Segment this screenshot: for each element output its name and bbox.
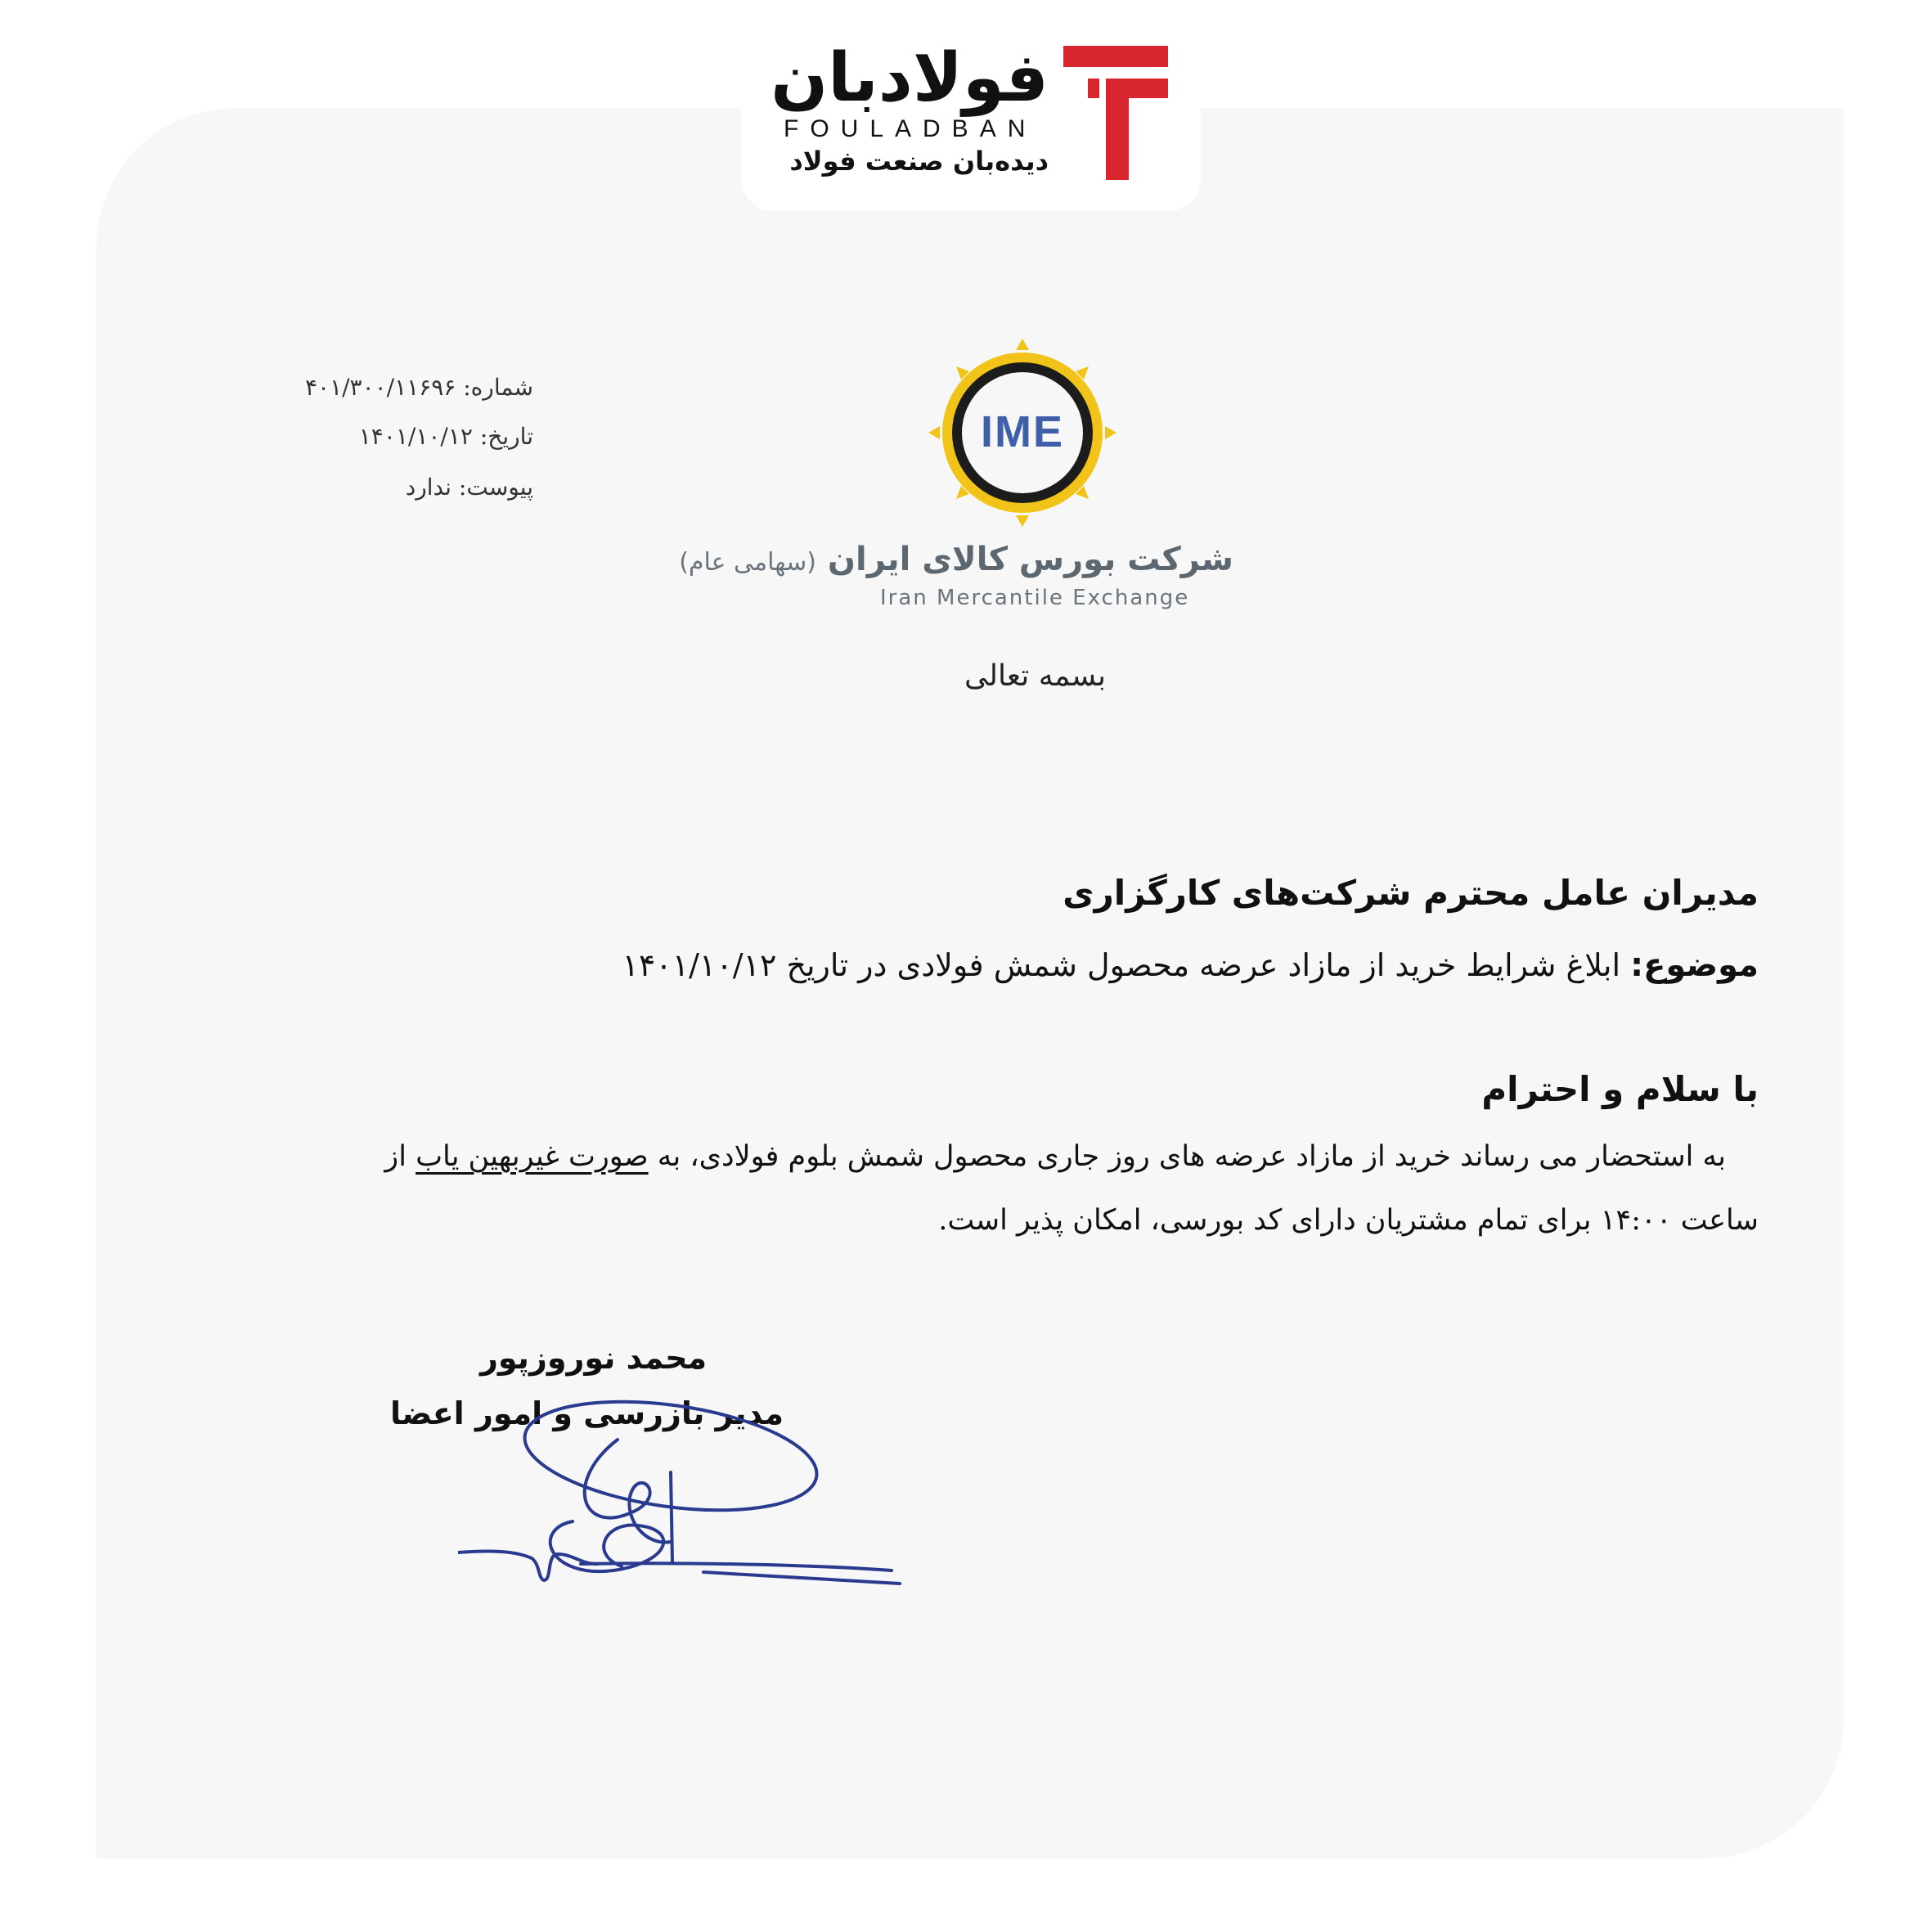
letter-number-value: ۴۰۱/۳۰۰/۱۱۶۹۶: [304, 374, 456, 401]
subject-text: ابلاغ شرایط خرید از مازاد عرضه محصول شمش فولادی در تاریخ ۱۴۰۱/۱۰/۱۲: [622, 947, 1620, 983]
handwritten-signature: [458, 1391, 916, 1595]
letter-date-value: ۱۴۰۱/۱۰/۱۲: [358, 423, 473, 450]
invocation: بسمه تعالی: [964, 659, 1106, 693]
letter-number: [305, 371, 533, 404]
letter-attachment: [406, 471, 533, 504]
issuer-name-fa: [679, 537, 1233, 586]
body-paragraph-line-2: ساعت ۱۴:۰۰ برای تمام مشتریان دارای کد بورسی، امکان پذیر است.: [938, 1204, 1759, 1237]
body-text-segment: به استحضار می رساند خرید از مازاد عرضه های روز جاری محصول شمش بلوم فولادی، به: [657, 1140, 1726, 1173]
brand-name-fa: فولادبان: [771, 39, 1049, 117]
issuer-name: شرکت بورس کالای ایران: [827, 541, 1233, 578]
signatory-title: مدیر بازرسی و امور اعضا: [390, 1395, 784, 1431]
body-paragraph-line-1: [384, 1132, 1726, 1181]
issuer-name-en: Iran Mercantile Exchange: [880, 586, 1190, 610]
greeting: با سلام و احترام: [1481, 1069, 1759, 1109]
letter-attachment-value: ندارد: [405, 474, 452, 501]
ime-emblem-text: IME: [980, 407, 1065, 456]
letter-date-label: تاریخ:: [479, 423, 533, 450]
letter-date: [359, 420, 533, 453]
body-underlined-phrase: صورت غیربهین یاب: [416, 1140, 649, 1173]
issuer-type: (سهامی عام): [679, 548, 816, 577]
ime-emblem-icon: [928, 339, 1117, 527]
letter-attachment-label: پیوست:: [458, 474, 533, 501]
recipient-line: مدیران عامل محترم شرکت‌های کارگزاری: [1063, 873, 1759, 913]
subject-label: موضوع:: [1630, 946, 1759, 984]
subject-line: [622, 941, 1759, 990]
body-text-segment: از: [384, 1140, 407, 1173]
brand-tagline: دیده‌بان صنعت فولاد: [789, 146, 1049, 177]
letter-number-label: شماره:: [463, 374, 533, 401]
signatory-name: محمد نوروزپور: [479, 1340, 707, 1376]
fouladban-logo-icon: [1063, 46, 1168, 180]
brand-name-en: FOULADBAN: [784, 115, 1037, 142]
